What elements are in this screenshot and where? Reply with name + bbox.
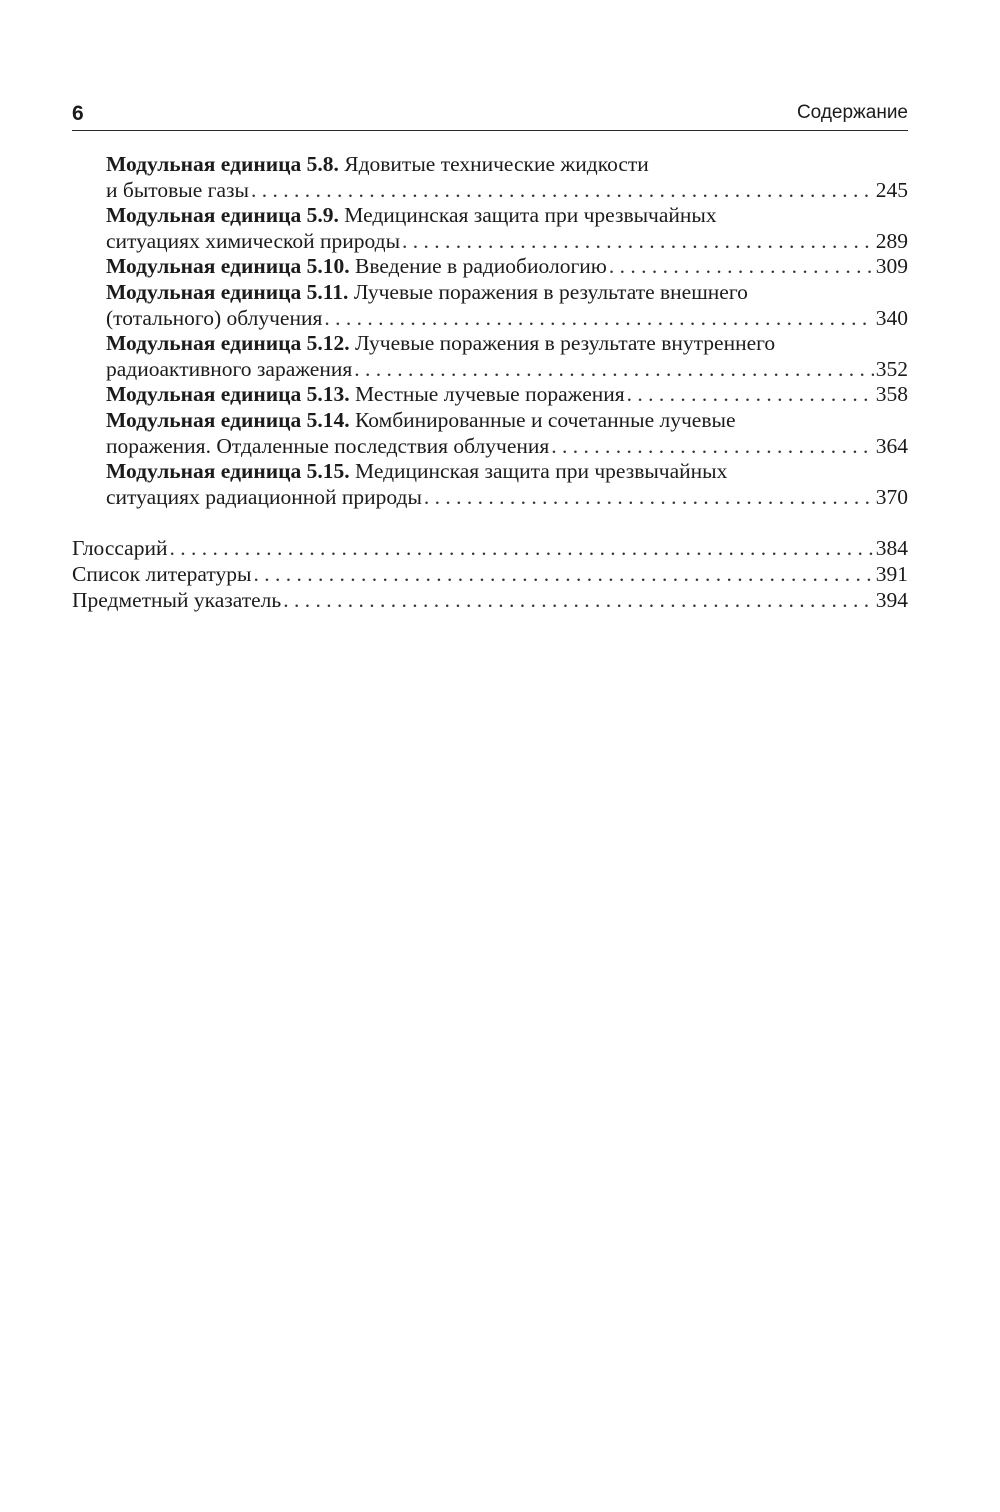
toc-entry-title-cont: поражения. Отдаленные последствия облучения [106,433,550,458]
leader-dots [551,434,873,460]
leader-dots [251,178,874,204]
toc-entry-title-cont: радиоактивного заражения [106,356,353,381]
toc-entry-5-12[interactable] [72,331,908,382]
leader-dots [324,306,873,332]
page-header [72,100,908,131]
toc-entry-prefix: Модульная единица 5.8. [106,152,339,176]
toc-page-number: 352 [875,356,908,381]
toc-entry-5-14[interactable] [72,408,908,459]
toc-entry-title: Медицинская защита при чрезвычайных [344,203,717,228]
toc-entry-5-15[interactable] [72,459,908,510]
toc-page-number: 358 [875,382,908,407]
leader-dots [354,357,873,383]
toc-entry-prefix: Модульная единица 5.9. [106,203,339,228]
toc-entry-bibliography[interactable] [72,562,908,588]
toc-entry-title: Предметный указатель [72,587,282,612]
toc-page-number: 364 [875,433,908,458]
leader-dots [424,485,874,511]
toc-entry-title: Глоссарий [72,536,168,561]
toc-entry-title: Комбинированные и сочетанные лучевые [355,407,736,432]
toc-entry-prefix: Модульная единица 5.14. [106,407,350,432]
toc-entry-title-cont: и бытовые газы [106,177,249,202]
toc-entry-glossary[interactable] [72,536,908,562]
toc-entry-title: Лучевые поражения в результате внутреннего [355,331,776,356]
toc-page-number: 391 [875,561,908,586]
toc-page-number: 340 [875,305,908,330]
toc-entry-title: Лучевые поражения в результате внешнего [353,279,748,304]
toc-entry-prefix: Модульная единица 5.15. [106,459,350,484]
toc-page-number: 384 [875,536,908,561]
toc-entry-5-8[interactable] [72,152,908,203]
toc-page-number: 309 [875,254,908,279]
table-of-contents [72,152,908,613]
toc-entry-title: Введение в радиобиологию [355,254,607,279]
toc-entry-title: Список литературы [72,561,252,586]
section-gap [72,510,908,536]
toc-entry-prefix: Модульная единица 5.10. [106,254,350,279]
toc-page-number: 289 [875,228,908,253]
toc-entry-title: Местные лучевые поражения [355,382,625,407]
toc-entry-5-11[interactable] [72,280,908,331]
toc-entry-prefix: Модульная единица 5.11. [106,279,349,304]
leader-dots [169,536,873,562]
toc-entry-5-9[interactable] [72,203,908,254]
leader-dots [253,562,873,588]
leader-dots [609,254,874,280]
leader-dots [283,588,874,614]
toc-entry-title-cont: ситуациях радиационной природы [106,484,422,509]
page-number: 6 [72,102,84,125]
toc-entry-subject-index[interactable] [72,588,908,614]
toc-page-number: 394 [875,587,908,612]
leader-dots [627,382,874,408]
toc-entry-5-13[interactable] [72,382,908,408]
toc-entry-title-cont: (тотального) облучения [106,305,323,330]
toc-entry-prefix: Модульная единица 5.12. [106,331,350,356]
toc-entry-title: Ядовитые технические жидкости [344,152,649,176]
leader-dots [402,229,874,255]
running-title: Содержание [796,102,908,123]
toc-entry-title: Медицинская защита при чрезвычайных [355,459,728,484]
toc-entry-prefix: Модульная единица 5.13. [106,382,350,407]
toc-page-number: 245 [875,177,908,202]
toc-page-number: 370 [875,484,908,509]
toc-entry-title-cont: ситуациях химической природы [106,228,401,253]
toc-entry-5-10[interactable] [72,254,908,280]
